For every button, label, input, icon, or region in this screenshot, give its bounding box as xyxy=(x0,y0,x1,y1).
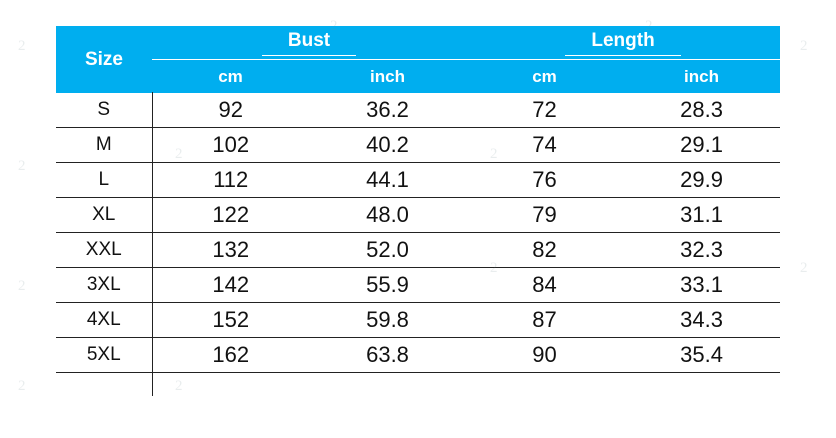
header-size: Size xyxy=(56,26,152,93)
cell-bust-inch: 44.1 xyxy=(309,163,466,198)
header-length-cm: cm xyxy=(466,60,623,94)
cell-length-cm: 76 xyxy=(466,163,623,198)
cell-size: 3XL xyxy=(56,268,152,303)
size-column-divider xyxy=(152,92,153,396)
header-bust-cm: cm xyxy=(152,60,309,94)
cell-length-inch: 33.1 xyxy=(623,268,780,303)
cell-bust-cm: 102 xyxy=(152,128,309,163)
table-row xyxy=(56,338,780,373)
watermark-mark: 2 xyxy=(800,260,808,276)
table-row xyxy=(56,163,780,198)
cell-length-cm: 90 xyxy=(466,338,623,373)
header-row-units xyxy=(56,60,780,94)
cell-size: 4XL xyxy=(56,303,152,338)
header-length-inch: inch xyxy=(623,60,780,94)
cell-bust-inch: 52.0 xyxy=(309,233,466,268)
watermark-mark: 2 xyxy=(18,278,26,294)
cell-size: M xyxy=(56,128,152,163)
size-chart-table xyxy=(56,26,780,373)
header-row-groups xyxy=(56,26,780,60)
watermark-mark: 2 xyxy=(18,38,26,54)
watermark-mark: 2 xyxy=(18,378,26,394)
cell-size: 5XL xyxy=(56,338,152,373)
cell-bust-inch: 55.9 xyxy=(309,268,466,303)
header-group-bust-label: Bust xyxy=(262,29,356,56)
cell-length-inch: 29.9 xyxy=(623,163,780,198)
cell-length-cm: 74 xyxy=(466,128,623,163)
cell-length-inch: 29.1 xyxy=(623,128,780,163)
table-row xyxy=(56,233,780,268)
cell-length-inch: 34.3 xyxy=(623,303,780,338)
cell-bust-inch: 40.2 xyxy=(309,128,466,163)
cell-bust-cm: 112 xyxy=(152,163,309,198)
table-row xyxy=(56,93,780,128)
cell-length-cm: 72 xyxy=(466,93,623,128)
table-row xyxy=(56,303,780,338)
watermark-mark: 2 xyxy=(175,378,183,394)
cell-length-cm: 87 xyxy=(466,303,623,338)
table-row xyxy=(56,128,780,163)
cell-length-cm: 82 xyxy=(466,233,623,268)
cell-length-cm: 84 xyxy=(466,268,623,303)
cell-length-inch: 35.4 xyxy=(623,338,780,373)
cell-bust-cm: 92 xyxy=(152,93,309,128)
cell-bust-inch: 36.2 xyxy=(309,93,466,128)
header-group-length-label: Length xyxy=(565,29,680,56)
table-row xyxy=(56,198,780,233)
cell-size: S xyxy=(56,93,152,128)
cell-bust-cm: 152 xyxy=(152,303,309,338)
cell-bust-inch: 59.8 xyxy=(309,303,466,338)
cell-bust-inch: 63.8 xyxy=(309,338,466,373)
cell-bust-cm: 132 xyxy=(152,233,309,268)
watermark-mark: 2 xyxy=(800,38,808,54)
table-body xyxy=(56,93,780,373)
cell-bust-cm: 142 xyxy=(152,268,309,303)
cell-size: XL xyxy=(56,198,152,233)
watermark-mark: 2 xyxy=(18,158,26,174)
cell-size: XXL xyxy=(56,233,152,268)
header-group-length xyxy=(466,26,780,60)
watermark-mark: 2 xyxy=(490,146,498,162)
cell-length-inch: 28.3 xyxy=(623,93,780,128)
cell-bust-cm: 162 xyxy=(152,338,309,373)
cell-bust-inch: 48.0 xyxy=(309,198,466,233)
watermark-mark: 2 xyxy=(175,146,183,162)
cell-bust-cm: 122 xyxy=(152,198,309,233)
cell-length-cm: 79 xyxy=(466,198,623,233)
header-bust-inch: inch xyxy=(309,60,466,94)
table-row xyxy=(56,268,780,303)
cell-length-inch: 32.3 xyxy=(623,233,780,268)
cell-length-inch: 31.1 xyxy=(623,198,780,233)
header-group-bust xyxy=(152,26,466,60)
watermark-mark: 2 xyxy=(490,260,498,276)
table-header xyxy=(56,26,780,93)
cell-size: L xyxy=(56,163,152,198)
size-chart-table-container xyxy=(56,26,780,373)
